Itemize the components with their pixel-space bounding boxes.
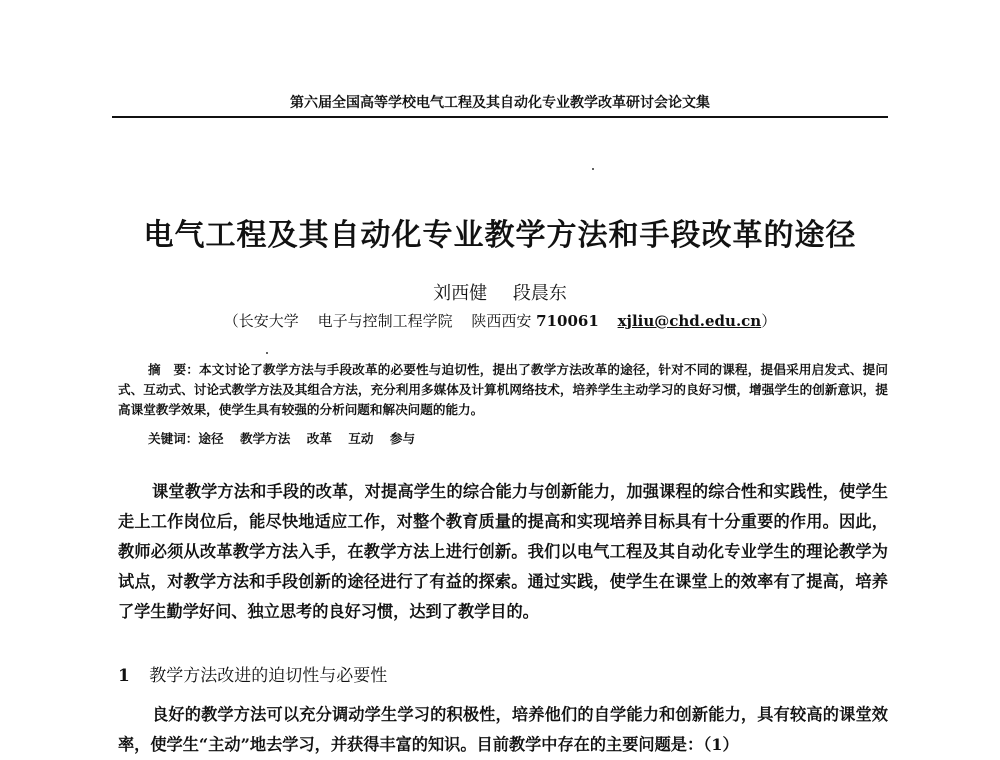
section-paragraph: 良好的教学方法可以充分调动学生学习的积极性，培养他们的自学能力和创新能力，具有较高的课堂效率，使学生“主动”地去学习，并获得丰富的知识。目前教学中存在的主要问题是：（1） [118,705,888,754]
affiliation-close: ） [761,312,777,330]
scan-speck [266,352,268,354]
section-number: 1 [118,666,130,686]
keyword: 互动 [348,431,374,446]
author-name: 段晨东 [512,283,567,304]
affiliation-department: 电子与控制工程学院 [317,312,453,330]
intro-paragraph: 课堂教学方法和手段的改革，对提高学生的综合能力与创新能力，加强课程的综合性和实践性，使学生走上工作岗位后，能尽快地适应工作，对整个教育质量的提高和实现培养目标具有十分重要的作用。因此，教师必须从改革教学方法入手，在教学方法上进行创新。我们以电气工程及其自动化专业学生的理论教学为试点，对教学方法和手段创新的途径进行了有益的探索。通过实践，使学生在课堂上的效率有了提高，培养了学生勤学好问、独立思考的良好习惯，达到了教学目的。 [118,482,888,621]
abstract: 摘 要：本文讨论了教学方法与手段改革的必要性与迫切性，提出了教学方法改革的途径，针对不同的课程，提倡采用启发式、提问式、互动式、讨论式教学方法及其组合方法，充分利用多媒体及计算机网络技术，培养学生主动学习的良好习惯，增强学生的创新意识，提高课堂教学效果，使学生具有较强的分析问题和解决问题的能力。 [118,362,888,417]
author-list [100,279,900,305]
keyword: 途径 [198,431,224,446]
section-title: 教学方法改进的迫切性与必要性 [149,666,388,686]
affiliation-institution: （长安大学 [223,312,299,330]
affiliation [100,310,900,331]
section-heading [118,661,387,686]
keyword: 教学方法 [239,431,291,446]
running-head: 第六届全国高等学校电气工程及其自动化专业教学改革研讨会论文集 [290,95,710,111]
keywords-label: 关键词： [148,431,199,446]
keyword: 改革 [306,431,332,446]
author-name: 刘西健 [433,283,488,304]
keywords-line [148,428,848,447]
keyword: 参与 [389,431,416,446]
paper-title: 电气工程及其自动化专业教学方法和手段改革的途径 [143,218,857,253]
affiliation-postcode: 710061 [536,312,599,330]
scan-speck [592,168,594,170]
header-rule [112,116,888,118]
affiliation-city: 陕西西安 [471,312,532,330]
author-email-link[interactable]: xjliu@chd.edu.cn [617,312,762,330]
